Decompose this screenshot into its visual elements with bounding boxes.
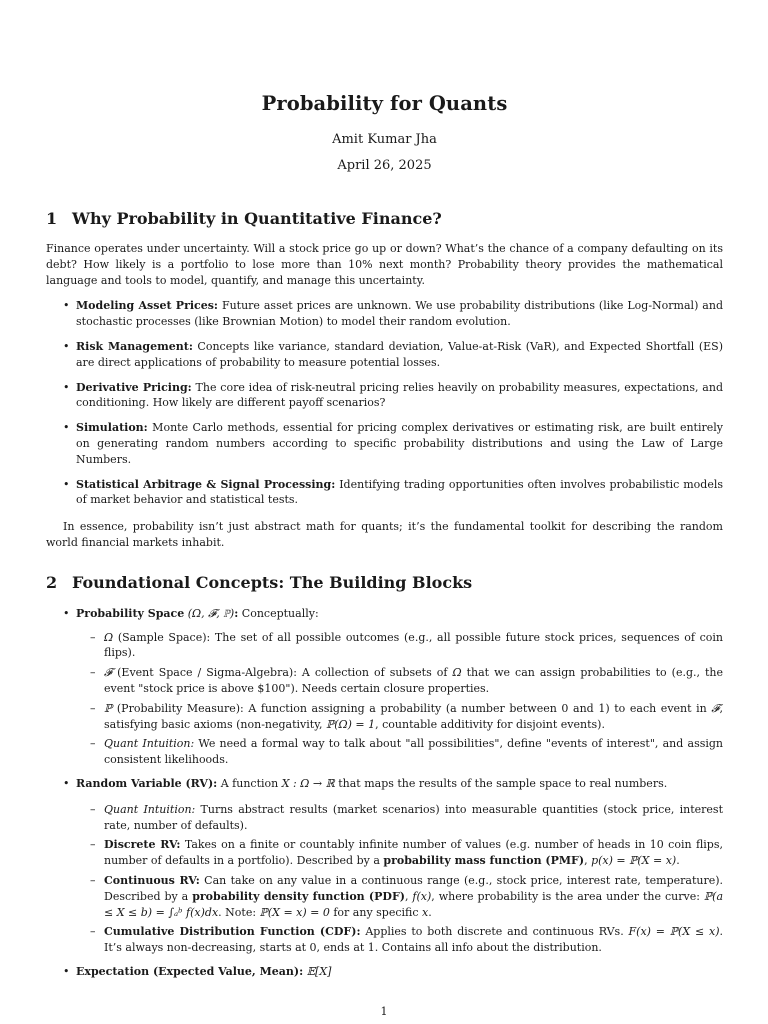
bullet-text: A function xyxy=(217,776,282,790)
math-symbol: 𝓕 xyxy=(711,701,720,715)
bullet-text: Conceptually: xyxy=(238,606,319,620)
item-text: Can take on any value in a continuous range (e.g., stock price, interest rate, temperature). Described by a xyxy=(104,873,723,903)
list-item-probability-space xyxy=(46,606,723,768)
bullet-term: Risk Management: xyxy=(76,339,193,353)
sub-list-item xyxy=(76,701,723,733)
math-expression: F(x) = ℙ(X ≤ x) xyxy=(628,925,720,939)
section-2-bullet-list xyxy=(46,606,723,980)
section-1-heading xyxy=(46,209,723,228)
page-number: 1 xyxy=(380,1005,388,1018)
section-title: Why Probability in Quantitative Finance? xyxy=(72,209,442,228)
item-text: We need a formal way to talk about "all possibilities", define "events of interest", and assign consistent likelihoods. xyxy=(104,737,723,767)
italic-label: Quant Intuition: xyxy=(104,737,195,751)
math-expression: X : Ω → ℝ xyxy=(281,776,335,790)
math-expression: ℙ(Ω) = 1 xyxy=(325,717,376,731)
sub-list-item xyxy=(76,924,723,956)
math-expression: x xyxy=(422,905,429,919)
item-term: Discrete RV: xyxy=(104,838,181,852)
list-item xyxy=(46,477,723,509)
item-text: . xyxy=(676,854,680,868)
paper-title: Probability for Quants xyxy=(261,92,508,115)
bullet-term: Modeling Asset Prices: xyxy=(76,299,218,313)
math-expression: ℙ(X = x) = 0 xyxy=(259,905,330,919)
bullet-text: Future asset prices are unknown. We use probability distributions (like Log-Normal) and stochastic processes (like Brownian Motion) to model their random evolution. xyxy=(76,299,723,329)
item-text: , where probability is the area under the curve: xyxy=(431,889,704,903)
item-term: Continuous RV: xyxy=(104,873,200,887)
item-text: Turns abstract results (market scenarios) into measurable quantities (stock price, interest rate, number of defaults). xyxy=(104,802,723,832)
item-text: for any specific xyxy=(329,905,423,919)
section-number: 2 xyxy=(46,572,58,592)
math-expression: p(x) = ℙ(X = x) xyxy=(591,854,677,868)
item-text: (Event Space / Sigma-Algebra): A collection of subsets of xyxy=(112,666,453,680)
paper-page xyxy=(46,92,723,980)
item-text: , countable additivity for disjoint events). xyxy=(375,717,605,731)
list-item xyxy=(46,380,723,412)
math-expression: (Ω, 𝓕, ℙ) xyxy=(187,606,235,620)
math-symbol: Ω xyxy=(104,630,114,644)
item-text: . It’s always non-decreasing, starts at 0, ends at 1. Contains all info about the distribution. xyxy=(104,925,724,955)
sub-list-item xyxy=(76,873,723,920)
bullet-term: Simulation: xyxy=(76,421,148,435)
section-1-intro: Finance operates under uncertainty. Will a stock price go up or down? What’s the chance of a company defaulting on its debt? How likely is a portfolio to lose more than 10% next month? Probability theory provides the mathematical language and tools to model, quantify, and manage this uncertainty. xyxy=(46,242,723,287)
item-term: probability density function (PDF) xyxy=(192,889,405,903)
section-2-heading xyxy=(46,573,723,592)
bullet-text: that maps the results of the sample space to real numbers. xyxy=(334,776,668,790)
math-symbol: 𝓕 xyxy=(104,666,113,680)
section-title: Foundational Concepts: The Building Blocks xyxy=(72,572,473,592)
sub-list xyxy=(76,630,723,768)
italic-label: Quant Intuition: xyxy=(104,802,196,816)
item-term: Cumulative Distribution Function (CDF): xyxy=(104,925,361,939)
item-text: Takes on a finite or countably infinite number of values (e.g. number of heads in 10 coin flips, number of defaults in a portfolio). Described by a xyxy=(104,838,723,868)
math-expression: 𝔼[X] xyxy=(306,964,332,978)
item-text: , xyxy=(404,889,413,903)
math-expression: ℙ(a ≤ X ≤ b) = ∫ₐᵇ f(x)dx xyxy=(104,889,723,919)
bullet-text: Identifying trading opportunities often involves probabilistic models of market behavior and statistical tests. xyxy=(76,477,724,507)
list-item-random-variable xyxy=(46,776,723,956)
list-item xyxy=(46,298,723,330)
sub-list-item xyxy=(76,802,723,834)
bullet-colon: : xyxy=(234,606,239,620)
list-item-expectation xyxy=(46,964,723,980)
bullet-term: Derivative Pricing: xyxy=(76,380,192,394)
sub-list-item xyxy=(76,736,723,768)
author-name: Amit Kumar Jha xyxy=(332,132,437,147)
sub-list-item xyxy=(76,630,723,662)
list-item xyxy=(46,420,723,467)
math-symbol: Ω xyxy=(452,666,462,680)
publication-date: April 26, 2025 xyxy=(337,158,432,173)
section-number: 1 xyxy=(46,209,58,228)
bullet-text: The core idea of risk-neutral pricing relies heavily on probability measures, expectations, and conditioning. How likely are different payoff scenarios? xyxy=(76,380,723,410)
sub-list-item xyxy=(76,665,723,697)
bullet-text: Concepts like variance, standard deviation, Value-at-Risk (VaR), and Expected Shortfall (ES) are direct applications of probability to measure potential losses. xyxy=(76,339,723,369)
bullet-term: Statistical Arbitrage & Signal Processing: xyxy=(76,477,336,491)
bullet-term: Expectation (Expected Value, Mean): xyxy=(76,964,304,978)
item-text: (Probability Measure): A function assigning a probability (a number between 0 and 1) to each event in xyxy=(112,701,712,715)
item-term: probability mass function (PMF) xyxy=(383,854,585,868)
item-text: (Sample Space): The set of all possible outcomes (e.g., all possible future stock prices, sequences of coin flips). xyxy=(104,630,723,660)
item-text: . Note: xyxy=(218,905,260,919)
math-expression: f(x) xyxy=(412,889,432,903)
item-text: , xyxy=(584,854,592,868)
sub-list-item xyxy=(76,837,723,869)
item-text: Applies to both discrete and continuous RVs. xyxy=(360,925,629,939)
item-text: , satisfying basic axioms (non-negativity, xyxy=(104,701,723,731)
section-1-closing: In essence, probability isn’t just abstract math for quants; it’s the fundamental toolkit for describing the random world financial markets inhabit. xyxy=(46,520,723,549)
math-symbol: ℙ xyxy=(104,701,113,715)
sub-list xyxy=(76,802,723,956)
list-item xyxy=(46,339,723,371)
bullet-text: Monte Carlo methods, essential for pricing complex derivatives or estimating risk, are built entirely on generating random numbers according to specific probability distributions and using the Law of Large Numbers. xyxy=(76,421,723,466)
bullet-term: Probability Space xyxy=(76,606,185,620)
item-text: that we can assign probabilities to (e.g., the event "stock price is above $100"). Needs certain closure properties. xyxy=(104,666,724,695)
item-text: . xyxy=(428,905,432,919)
section-1-bullet-list xyxy=(46,298,723,508)
bullet-term: Random Variable (RV): xyxy=(76,776,218,790)
